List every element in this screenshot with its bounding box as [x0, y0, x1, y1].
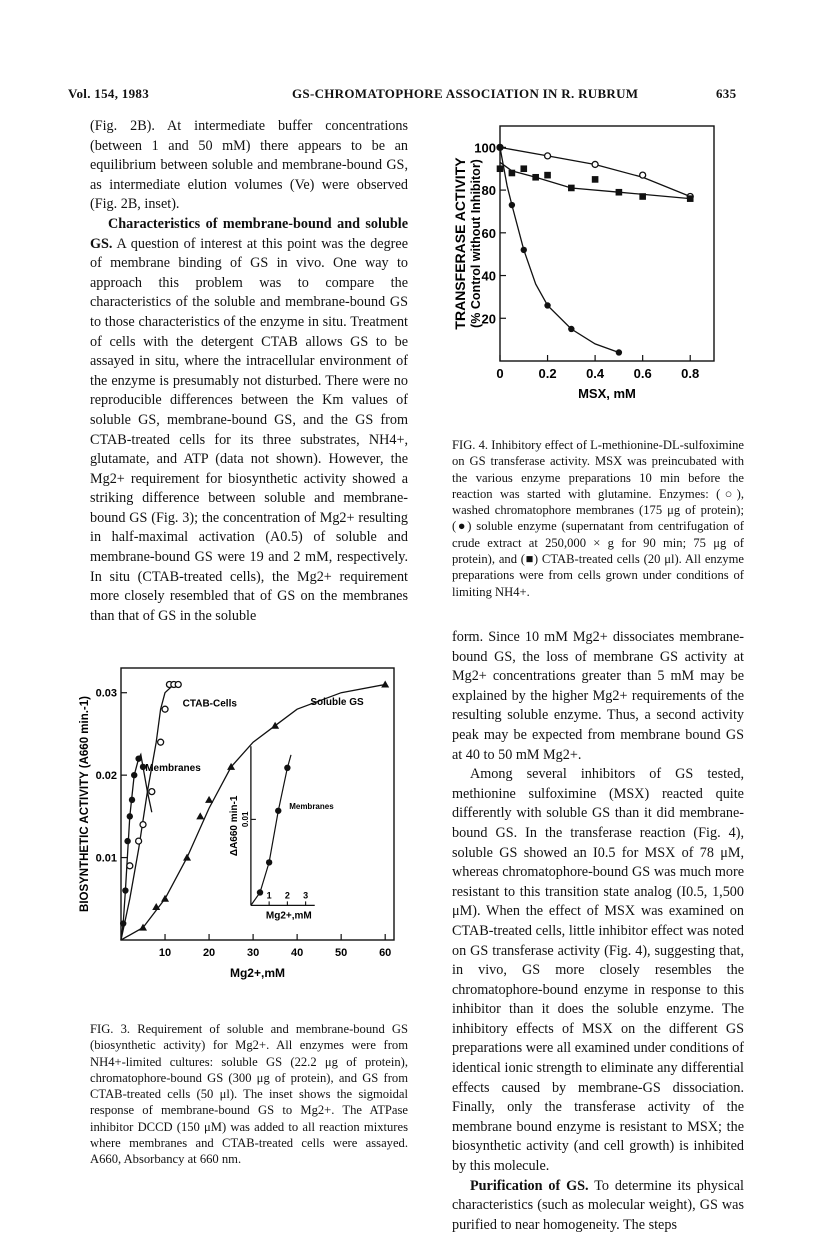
y-tick-label: 60	[481, 225, 496, 241]
data-point	[544, 172, 551, 179]
x-axis-label: Mg2+,mM	[229, 966, 286, 980]
data-point	[520, 165, 527, 172]
y-tick-label: 0.01	[95, 852, 117, 865]
figure-3-chart	[76, 660, 396, 1000]
data-point	[616, 349, 622, 355]
inset-x-tick-label: 1	[266, 890, 272, 901]
inset-x-tick-label: 3	[303, 890, 309, 901]
left-column-text	[90, 117, 408, 626]
figure-4-caption	[452, 437, 744, 600]
data-point	[162, 706, 168, 712]
y-tick-label: 0.02	[95, 770, 117, 783]
page-number: 635	[716, 86, 737, 101]
paragraph	[90, 215, 408, 626]
data-point	[532, 174, 539, 181]
data-point	[158, 739, 164, 745]
data-point	[149, 789, 155, 795]
data-point	[124, 838, 130, 844]
x-tick-label: 30	[246, 947, 260, 959]
y-axis-label: BIOSYNTHETIC ACTIVITY (A660 min.-1)	[79, 696, 91, 912]
data-point	[135, 755, 141, 761]
data-point	[175, 681, 181, 687]
y-tick-label: 20	[481, 311, 496, 327]
x-tick-label: 50	[335, 947, 348, 959]
inset-data-point	[257, 889, 263, 895]
right-column-text	[452, 628, 744, 1235]
y-tick-label: 40	[481, 268, 496, 284]
data-point	[568, 326, 574, 332]
paragraph: form. Since 10 mM Mg2+ dissociates membrane-bound GS, the loss of membrane GS activity at Mg2+ concentrations greater than 5 mM may be explained by the higher Mg2+ requirements of the resulting soluble enzyme. Thus, a second activity peak may be expected from membrane bound GS at 40 to 50 mM Mg2+.	[452, 629, 744, 763]
x-tick-label: 0	[496, 366, 504, 381]
figure-4-chart	[452, 118, 722, 401]
series-line-1	[500, 147, 619, 352]
data-point	[136, 838, 142, 844]
data-point	[183, 854, 191, 861]
series-label: CTAB-Cells	[182, 698, 237, 710]
data-point	[271, 722, 279, 729]
series-label: Membranes	[145, 763, 201, 775]
x-tick-label: 40	[291, 947, 304, 959]
data-point	[497, 144, 503, 150]
x-tick-label: 0.2	[538, 366, 557, 381]
inset-label: Membranes	[289, 802, 334, 812]
paragraph: Among several inhibitors of GS tested, methionine sulfoximine (MSX) reacted quite differently with soluble GS than it did membrane-bound GS. In the transferase reaction (Fig. 4), soluble GS showed an I0.5 for MSX of 78 μM, whereas chromatophore-bound GS was much more resistant to this transition state analog (I0.5, 1,500 μM). When the effect of MSX was examined on CTAB-treated cells, little inhibitor effect was noted on GS transferase activity (Fig. 4), suggesting that, in vivo, GS more closely resembles the chromatophore-bound enzyme in response to this inhibitor than it does the soluble enzyme. The inhibitory effects of MSX on the different GS preparations were all examined under conditions of identical ionic strength to eliminate any differential effects caused by membrane-GS dissociation. Finally, only the transferase activity of the membrane bound enzyme is resistant to MSX; the biosynthetic activity (and cell growth) is inhibited by this molecule.	[452, 766, 744, 1175]
data-point	[205, 796, 213, 803]
section-heading: Characteristics of membrane-bound and soluble GS.	[90, 215, 408, 252]
series-line-0	[121, 755, 152, 941]
data-point	[592, 161, 598, 167]
data-point	[122, 887, 128, 893]
inset-x-axis-label: Mg2+,mM	[265, 910, 312, 922]
running-head-volume: Vol. 154, 1983	[68, 86, 150, 101]
inset-x-tick-label: 2	[284, 890, 290, 901]
paragraph-body: A question of interest at this point was the degree of membrane binding of GS in vivo. One way to approach this problem was to compare the characteristics of the soluble and membrane-bound GS to those characteristics of the enzyme in situ. Treatment of cells with the detergent CTAB allows GS to be assayed in situ, where the intracellular environment of the enzyme is presumably not disturbed. There were no reproducible differences between the Km values of soluble GS, membrane-bound GS, and the GS from CTAB-treated cells for its three substrates, NH4+, glutamate, and ATP (data not shown). However, the Mg2+ requirement for biosynthetic activity showed a striking difference between soluble and membrane-bound GS (Fig. 3); the concentration of Mg2+ resulting in half-maximal activation (A0.5) of soluble and membrane-bound GS were 19 and 2 mM, respectively. In situ (CTAB-treated cells), the Mg2+ requirement more closely resembled that of GS on the membranes than that of GS in the soluble	[90, 235, 409, 624]
paragraph: (Fig. 2B). At intermediate buffer concentrations (between 1 and 50 mM) there appears to be an equilibrium between soluble and membrane-bound GS, as intermediate elution volumes (Ve) were observed (Fig. 2B, inset).	[90, 118, 408, 213]
caption-text: FIG. 4. Inhibitory effect of L-methionine-DL-sulfoximine on GS transferase activity. MSX was preincubated with the various enzyme preparations 10 min before the reaction was started with glutamine. Enzymes: (○), washed chromatophore membranes (175 μg of protein); (●) soluble enzyme (supernatant from centrifugation of crude extract at 250,000 × g for 90 min; 75 μg of protein), and (■) CTAB-treated cells (20 μl). All enzyme preparations were from cells grown under conditions of limiting NH4+.	[452, 438, 744, 599]
data-point	[196, 812, 204, 819]
data-point	[521, 247, 527, 253]
inset-y-tick-label: 0.01	[240, 811, 250, 828]
data-point	[640, 172, 646, 178]
data-point	[161, 895, 169, 902]
paragraph	[452, 1177, 744, 1235]
data-point	[509, 202, 515, 208]
plot-frame	[500, 126, 714, 361]
inset-data-point	[284, 765, 290, 771]
x-tick-label: 20	[202, 947, 216, 959]
x-tick-label: 0.4	[586, 366, 605, 381]
paragraph-body: To determine its physical characteristics (such as molecular weight), GS was purified to near homogeneity. The steps	[452, 1177, 744, 1233]
data-point	[381, 680, 389, 687]
data-point	[616, 189, 623, 196]
series-label: Soluble GS	[310, 697, 364, 709]
x-tick-label: 10	[158, 947, 172, 959]
series-line-1	[121, 685, 178, 941]
x-axis-label: MSX, mM	[578, 386, 636, 401]
y-axis-label: TRANSFERASE ACTIVITY	[452, 157, 468, 330]
inset-line	[251, 755, 291, 906]
running-head-title: GS-CHROMATOPHORE ASSOCIATION IN R. RUBRUM	[292, 86, 639, 101]
data-point	[127, 813, 133, 819]
y-tick-label: 100	[474, 140, 496, 156]
y-axis-sublabel: (% Control without Inhibitor)	[469, 159, 483, 328]
data-point	[687, 195, 694, 202]
series-line-0	[500, 147, 690, 196]
figure-3-caption	[90, 1021, 408, 1168]
inset-data-point	[266, 859, 272, 865]
data-point	[639, 193, 646, 200]
data-point	[497, 165, 504, 172]
data-point	[129, 797, 135, 803]
data-point	[127, 863, 133, 869]
data-point	[509, 170, 516, 177]
x-tick-label: 0.8	[681, 366, 700, 381]
y-tick-label: 0.03	[95, 687, 117, 700]
x-tick-label: 60	[379, 947, 392, 959]
data-point	[544, 302, 550, 308]
data-point	[568, 185, 575, 192]
data-point	[140, 822, 146, 828]
data-point	[592, 176, 599, 183]
section-heading: Purification of GS.	[470, 1177, 589, 1194]
caption-text: FIG. 3. Requirement of soluble and membrane-bound GS (biosynthetic activity) for Mg2+. All enzymes were from NH4+-limited cultures: soluble GS (22.2 μg of protein), chromatophore-bound GS (300 μg of protein), and GS from CTAB-treated cells (50 μl). The inset shows the sigmoidal response of membrane-bound GS to Mg2+. The ATPase inhibitor DCCD (150 μM) was added to all reaction mixtures where membranes and CTAB-treated cells were assayed. A660, Absorbancy at 660 nm.	[90, 1022, 408, 1167]
y-tick-label: 80	[481, 183, 496, 199]
x-tick-label: 0.6	[633, 366, 652, 381]
data-point	[131, 772, 137, 778]
data-point	[545, 153, 551, 159]
inset-y-axis-label: ΔA660 min-1	[228, 795, 240, 857]
inset-data-point	[275, 808, 281, 814]
